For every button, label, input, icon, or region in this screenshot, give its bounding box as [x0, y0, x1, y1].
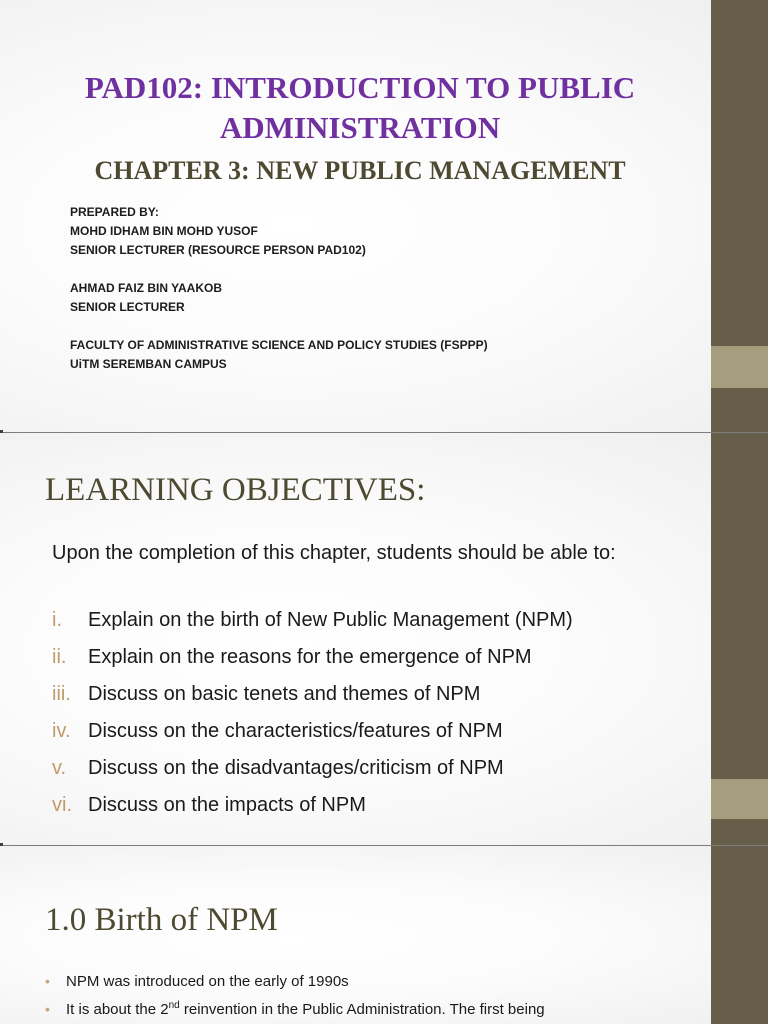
npm-bullet-list — [45, 970, 685, 1026]
birth-of-npm-heading: 1.0 Birth of NPM — [45, 902, 278, 938]
objective-text: Discuss on the impacts of NPM — [88, 794, 366, 816]
bullet-text: NPM was introduced on the early of 1990s — [66, 973, 349, 990]
bullet-icon: • — [45, 1001, 50, 1017]
objective-item — [52, 606, 692, 643]
bullet-icon: • — [45, 973, 50, 989]
edge-mark — [0, 843, 3, 846]
objectives-intro: Upon the completion of this chapter, students should be able to: — [52, 542, 616, 564]
objective-text: Explain on the birth of New Public Management (NPM) — [88, 609, 573, 631]
objective-text: Discuss on the characteristics/features of NPM — [88, 720, 503, 742]
objective-item — [52, 680, 692, 717]
objective-number: iv. — [52, 720, 71, 742]
objective-number: v. — [52, 757, 67, 779]
sidebar-accent — [711, 346, 768, 388]
course-title-line1: PAD102: INTRODUCTION TO PUBLIC — [84, 70, 636, 105]
chapter-title: CHAPTER 3: NEW PUBLIC MANAGEMENT — [94, 156, 626, 185]
objective-number: ii. — [52, 646, 67, 668]
objective-text: Explain on the reasons for the emergence of NPM — [88, 646, 532, 668]
objective-text: Discuss on basic tenets and themes of NPM — [88, 683, 481, 705]
campus-name: UiTM SEREMBAN CAMPUS — [70, 357, 227, 371]
objective-number: i. — [52, 609, 62, 631]
bullet-item — [45, 998, 685, 1026]
faculty-name: FACULTY OF ADMINISTRATIVE SCIENCE AND POLICY STUDIES (FSPPP) — [70, 338, 488, 352]
course-title — [40, 68, 680, 148]
bullet-text-part1: It is about the 2 — [66, 1001, 169, 1018]
sidebar-band — [711, 846, 768, 1024]
course-title-line2: ADMINISTRATION — [219, 110, 501, 145]
bullet-ordinal-suffix: nd — [168, 1000, 180, 1011]
author1-role: SENIOR LECTURER (RESOURCE PERSON PAD102) — [70, 243, 366, 257]
author2-role: SENIOR LECTURER — [70, 300, 185, 314]
bullet-text-part2: reinvention in the Public Administration. The first being — [179, 1001, 545, 1018]
learning-objectives-heading: LEARNING OBJECTIVES: — [45, 472, 426, 508]
prepared-by-label: PREPARED BY: — [70, 205, 159, 219]
author1-name: MOHD IDHAM BIN MOHD YUSOF — [70, 224, 258, 238]
author2-name: AHMAD FAIZ BIN YAAKOB — [70, 281, 223, 295]
edge-mark — [0, 430, 3, 433]
objectives-list — [52, 606, 692, 828]
bullet-item — [45, 970, 685, 998]
slide-title — [0, 0, 768, 432]
objective-text: Discuss on the disadvantages/criticism of NPM — [88, 757, 504, 779]
objective-item — [52, 754, 692, 791]
objective-item — [52, 643, 692, 680]
sidebar-accent — [711, 779, 768, 819]
objective-number: vi. — [52, 794, 72, 816]
objective-number: iii. — [52, 683, 71, 705]
objective-item — [52, 717, 692, 754]
credits-block — [70, 203, 690, 374]
objective-item — [52, 791, 692, 828]
